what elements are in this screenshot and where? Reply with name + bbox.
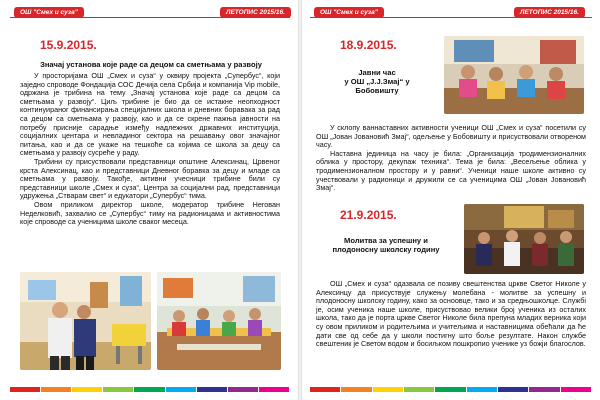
section1-paragraph: Наставна јединица на часу је била: „Организација тродимензионалних облика у простору, декупаж техника“. Тема је била: „Весељење облика у тродимензионалном простору и у равни“. Ученици наше школе активно су учествовали у радионици и дружили се са ученицима ОШ „Јован Јовановић Змај“. [316,148,586,193]
left-page [0,0,298,400]
stripe [72,387,102,392]
stripe [103,387,133,392]
article-paragraph: У просторијама ОШ „Смех и суза“ у оквиру пројекта „Супербус“, који заједно спроводе Фондација СОС Дечија села Србија и компанија Vip mobile, одржана је трибина на тему „Значај установа које раде са децом са сметњама у развоју“. Циљ трибине је био да се истакне неопходност континуираног финансирања специјалних школа и дневних боравака за рад са децом са сметњама у развоју, као и да се скрене пажња јавности на потребу приснијe сарадње између надлежних државних институција, социјалних центара и невладиног сектора на решавању овог значајног питања, као и да се укаже на тешкоће са којима се школа за децу са сметњама у развоју сусреће у раду. [20,71,280,158]
article-paragraph: Овом приликом директор школе, модератор трибине Негован Неделковић, захвалио се „Супербус“ тиму на радионицама и активностима које спроводе са ученицима школе сваког месеца. [20,199,280,227]
article-date: 15.9.2015. [40,38,97,52]
stripe [435,387,465,392]
section1-title-line: у ОШ „Ј.Ј.Змај“ у [344,77,410,86]
header-magazine-name: ЛЕТОПИС 2015/16. [514,7,585,18]
header-magazine-name: ЛЕТОПИС 2015/16. [220,7,291,18]
right-page [302,0,600,400]
section1-body [316,124,586,193]
color-stripe-bar [310,387,592,392]
section2-date: 21.9.2015. [340,208,397,222]
left-header [0,7,298,18]
section1-date: 18.9.2015. [340,38,397,52]
section2-title-line: Молитва за успешну и [344,236,428,245]
stripe [41,387,71,392]
stripe [166,387,196,392]
section1-title-line: Бобовишту [355,86,399,95]
section2-title [316,236,456,254]
article-title: Значај установа које раде са децом са сметњама у развоју [40,60,262,69]
right-header [302,7,600,18]
stripe [134,387,164,392]
section2-paragraph: ОШ „Смех и суза“ одазвала се позиву свештенства цркве Светог Николе у Алексинцу да присуствује служењу молебана - молитве за успешну и плодоносну школску годину, како за осноовце, тако и за средњошколце. Службi је, осим ученика наше школе, присуствовао велики број ученика из осталих школа, тако да је порта цркве Светог Николе била препуна младих верника који су овом приликом и родитељима и учитељима и наставницима обећали да ће дати све од себе да у школи постигну што боље резултате. Након службе свештеник је Светом водом и босиљком пошкропио ученике уз божји благослов. [316,279,586,349]
section1-title-line: Јавни час [358,68,396,77]
article-paragraph: Трибини су присуствовали представници општине Алексинац, Црвеног крста Алексинац, као и представници Дневног боравка за децу и младе са сметњама у развоју. Такође, активни учесници трибине били су представници школе „Смех и суза“, Центра за социјални рад, представници удружења „Стварам свет“ и едукатори „Супербус“ тима. [20,156,280,201]
photo-church-service [464,204,584,274]
photo-public-lesson [444,36,584,114]
stripe [404,387,434,392]
section2-body [316,280,586,349]
stripe [373,387,403,392]
stripe [467,387,497,392]
photo-classroom-speakers [20,272,151,370]
stripe [228,387,258,392]
color-stripe-bar [10,387,290,392]
stripe [197,387,227,392]
photo-children-workshop [157,272,281,370]
section1-title [322,68,432,95]
stripe [310,387,340,392]
article-body [20,72,280,227]
stripe [259,387,289,392]
section1-paragraph: У склопу ваннаставних активности ученици ОШ „Смех и суза“ посетили су ОШ „Јован Јовановић Змај“, одељење у Бобовишту и присуствовали отвореном часу. [316,123,586,150]
header-school-name: ОШ "Смех и суза" [314,7,384,18]
stripe [529,387,559,392]
stripe [10,387,40,392]
section2-title-line: плодоносну школску годину [332,245,440,254]
stripe [561,387,591,392]
stripe [498,387,528,392]
header-school-name: ОШ "Смех и суза" [14,7,84,18]
stripe [341,387,371,392]
